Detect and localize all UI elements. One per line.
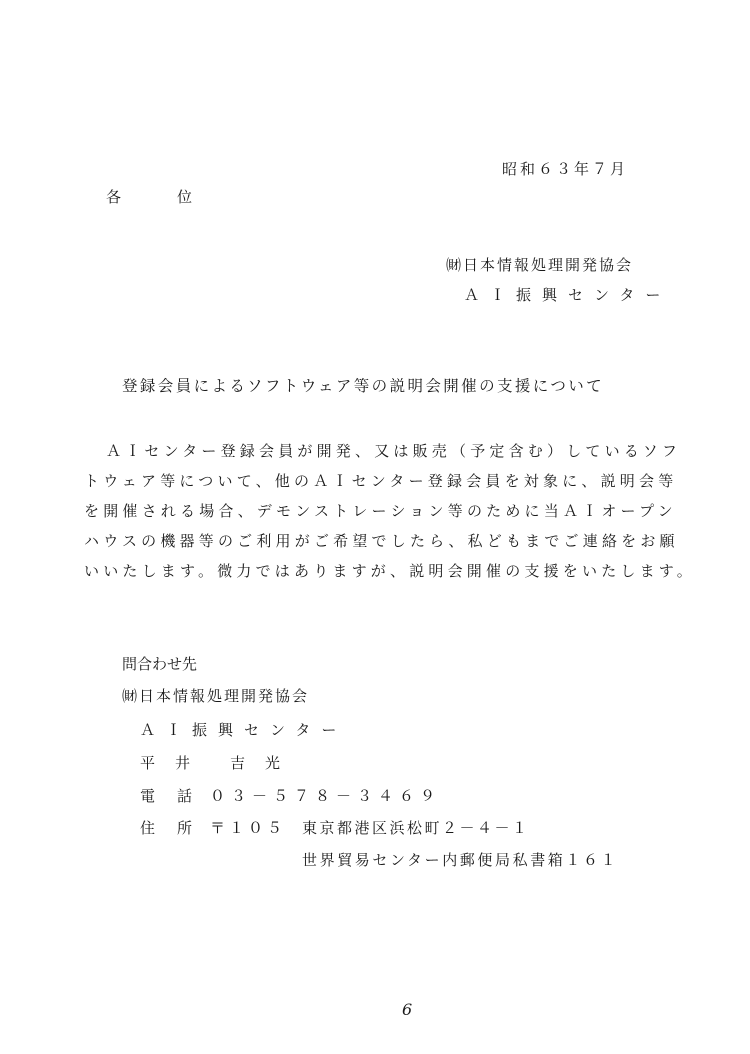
- body-paragraph: [84, 436, 697, 586]
- contact-phone-row: [140, 785, 441, 806]
- contact-center: ＡＩ振興センター: [140, 721, 348, 739]
- body-line: を開催される場合、デモンストレーション等のために当ＡＩオープン: [84, 502, 677, 520]
- addressee-part1: 各: [106, 188, 122, 206]
- page-number: 6: [402, 1000, 413, 1019]
- contact-person-last: 平井: [140, 754, 211, 772]
- addressee: [106, 187, 192, 207]
- contact-address-row: [140, 817, 530, 838]
- document-date: 昭和６３年７月: [502, 160, 629, 178]
- body-line: トウェア等について、他のＡＩセンター登録会員を対象に、説明会等: [84, 472, 678, 490]
- contact-person: [140, 752, 300, 773]
- body-line: いいたします。微力ではありますが、説明会開催の支援をいたします。: [84, 562, 697, 580]
- phone-number: ０３－５７８－３４６９: [210, 787, 442, 805]
- addressee-part2: 位: [177, 188, 193, 206]
- body-line: ＡＩセンター登録会員が開発、又は販売（予定含む）しているソフ: [106, 442, 682, 460]
- address-line1: 東京都港区浜松町２－４－１: [302, 819, 530, 837]
- postal-code: 〒１０５: [210, 819, 287, 837]
- address-line2: 世界貿易センター内郵便局私書箱１６１: [302, 851, 619, 869]
- document-subject: 登録会員によるソフトウェア等の説明会開催の支援について: [122, 377, 605, 395]
- address-label: 住所: [140, 819, 215, 837]
- sender-organization: ㈶日本情報処理開発協会: [446, 256, 634, 274]
- contact-heading: 問合わせ先: [122, 655, 198, 673]
- contact-organization: ㈶日本情報処理開発協会: [122, 687, 310, 705]
- body-line: ハウスの機器等のご利用がご希望でしたら、私どもまでご連絡をお願: [84, 532, 679, 550]
- contact-person-first: 吉光: [230, 754, 301, 772]
- sender-center: ＡＩ振興センター: [464, 286, 672, 304]
- phone-label: 電話: [140, 787, 215, 805]
